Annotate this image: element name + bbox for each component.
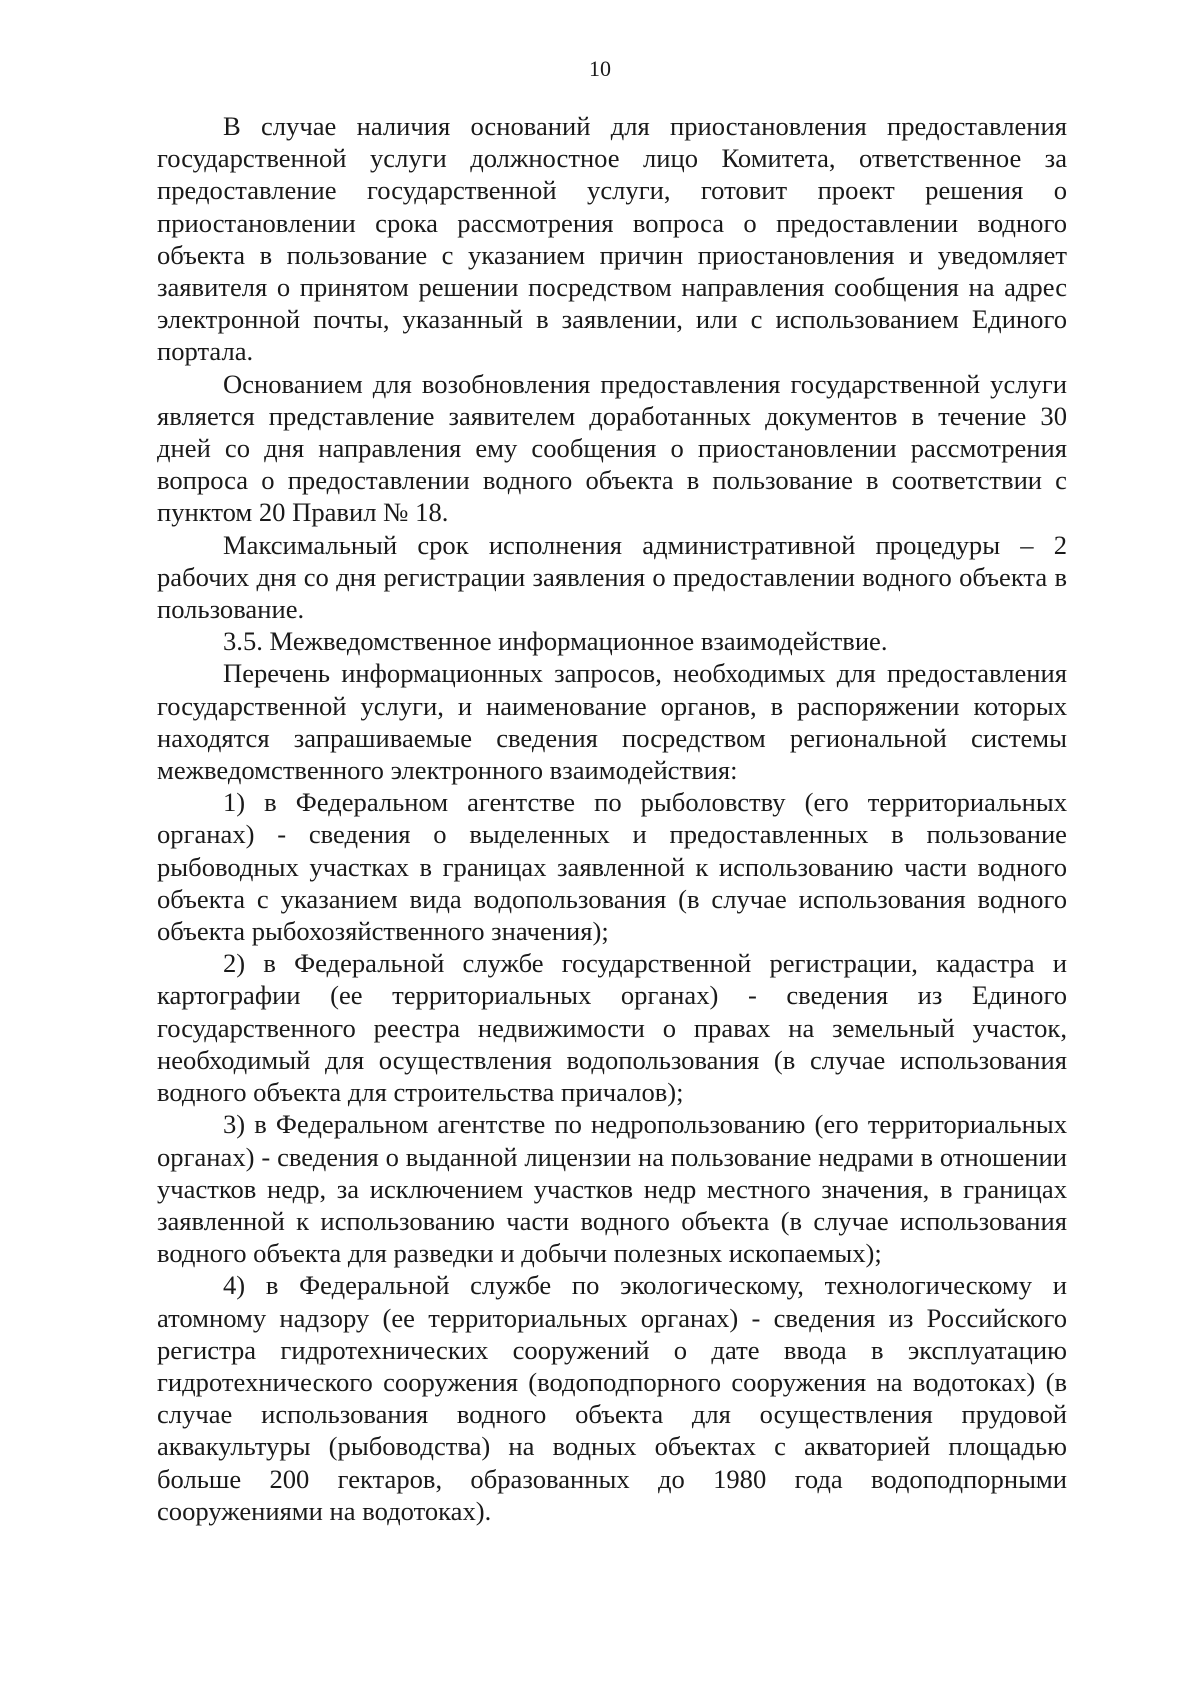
paragraph-suspension: В случае наличия оснований для приостановления предоставления государственной услуги должностное лицо Комитета, ответственное за предоставление государственной услуги, готовит проект решения о приостановлении срока рассмотрения вопроса о предоставлении водного объекта в пользование с указанием причин приостановления и уведомляет заявителя о принятом решении посредством направления сообщения на адрес электронной почты, указанный в заявлении, или с использованием Единого портала. (157, 111, 1067, 367)
document-body (157, 110, 1067, 1527)
list-item-3: 3) в Федеральном агентстве по недропользованию (его территориальных органах) - сведения о выданной лицензии на пользование недрами в отношении участков недр, за исключением участков недр местного значения, в границах заявленной к использованию части водного объекта (в случае использования водного объекта для разведки и добычи полезных ископаемых); (157, 1109, 1067, 1269)
list-item-1: 1) в Федеральном агентстве по рыболовству (его территориальных органах) - сведения о выделенных и предоставленных в пользование рыбоводных участках в границах заявленной к использованию части водного объекта с указанием вида водопользования (в случае использования водного объекта рыбохозяйственного значения); (157, 787, 1067, 947)
paragraph-max-term: Максимальный срок исполнения административной процедуры – 2 рабочих дня со дня регистрации заявления о предоставлении водного объекта в пользование. (157, 529, 1067, 625)
section-heading-3-5: 3.5. Межведомственное информационное взаимодействие. (223, 626, 888, 657)
paragraph-request-list-intro: Перечень информационных запросов, необходимых для предоставления государственной услуги, и наименование органов, в распоряжении которых находятся запрашиваемые сведения посредством региональной системы межведомственного электронного взаимодействия: (157, 658, 1067, 786)
list-item-4: 4) в Федеральной службе по экологическому, технологическому и атомному надзору (ее территориальных органах) - сведения из Российского регистра гидротехнических сооружений о дате ввода в эксплуатацию гидротехнического сооружения (водоподпорного сооружения на водотоках) (в случае использования водного объекта для осуществления прудовой аквакультуры (рыбоводства) на водных объектах с акваторией площадью больше 200 гектаров, образованных до 1980 года водоподпорными сооружениями на водотоках). (157, 1270, 1067, 1526)
paragraph-resumption: Основанием для возобновления предоставления государственной услуги является представление заявителем доработанных документов в течение 30 дней со дня направления ему сообщения о приостановлении рассмотрения вопроса о предоставлении водного объекта в пользование в соответствии с пунктом 20 Правил № 18. (157, 368, 1067, 528)
list-item-2: 2) в Федеральной службе государственной регистрации, кадастра и картографии (ее территориальных органах) - сведения из Единого государственного реестра недвижимости о правах на земельный участок, необходимый для осуществления водопользования (в случае использования водного объекта для строительства причалов); (157, 948, 1067, 1108)
page-number: 10 (589, 56, 611, 81)
